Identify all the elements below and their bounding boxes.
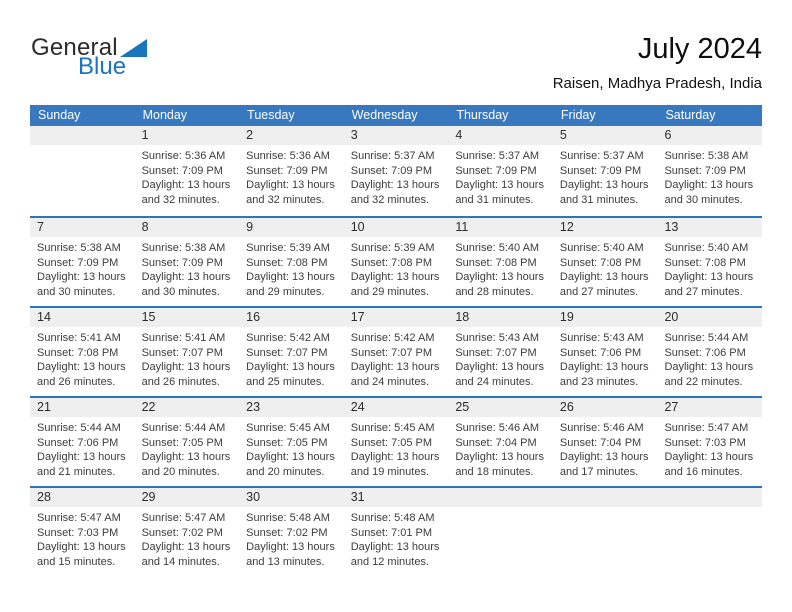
detail-line: Sunrise: 5:44 AM — [664, 332, 749, 344]
detail-line: Daylight: 13 hours — [664, 451, 754, 463]
detail-line: and 23 minutes. — [559, 375, 639, 388]
day-cell-23 — [239, 398, 344, 486]
detail-line: and 32 minutes. — [141, 193, 220, 206]
day-cell-7 — [30, 218, 135, 306]
day-cell-18 — [448, 308, 553, 396]
day-number: 22 — [135, 398, 240, 417]
day-cell-20 — [657, 308, 762, 396]
day-details — [657, 327, 762, 389]
day-cell-12 — [553, 218, 658, 306]
detail-line: Sunrise: 5:39 AM — [246, 242, 330, 254]
day-details — [239, 507, 344, 569]
detail-line: Sunrise: 5:41 AM — [141, 332, 226, 344]
day-number: 2 — [239, 126, 344, 145]
day-details — [344, 237, 449, 299]
detail-line: Sunrise: 5:47 AM — [37, 512, 121, 524]
detail-line: and 22 minutes. — [664, 375, 743, 388]
week-row-3 — [30, 306, 762, 396]
day-cell-19 — [553, 308, 658, 396]
day-number: 4 — [448, 126, 553, 145]
detail-line: Sunrise: 5:42 AM — [350, 332, 435, 344]
detail-line: Sunrise: 5:40 AM — [664, 242, 749, 254]
day-cell-26 — [553, 398, 658, 486]
detail-line: Sunset: 7:09 PM — [559, 164, 642, 177]
detail-line: Daylight: 13 hours — [141, 361, 231, 373]
detail-line: Daylight: 13 hours — [141, 451, 231, 463]
detail-line: and 12 minutes. — [350, 555, 430, 568]
day-details — [657, 507, 762, 511]
detail-line: Sunset: 7:08 PM — [37, 346, 119, 359]
detail-line: and 17 minutes. — [559, 465, 639, 478]
detail-line: and 21 minutes. — [37, 465, 116, 478]
detail-line: Sunrise: 5:36 AM — [246, 150, 330, 162]
detail-line: Daylight: 13 hours — [455, 271, 544, 283]
detail-line: and 30 minutes. — [664, 193, 743, 206]
detail-line: Daylight: 13 hours — [350, 271, 440, 283]
detail-line: Sunset: 7:06 PM — [664, 346, 746, 359]
day-header-friday: Friday — [560, 108, 596, 122]
day-cell-empty — [448, 488, 553, 576]
day-cell-empty — [553, 488, 658, 576]
location-subtitle: Raisen, Madhya Pradesh, India — [552, 75, 762, 92]
day-details — [344, 145, 449, 207]
detail-line: Sunrise: 5:43 AM — [455, 332, 540, 344]
day-cell-24 — [344, 398, 449, 486]
day-header-sunday: Sunday — [38, 108, 81, 122]
detail-line: and 26 minutes. — [141, 375, 220, 388]
detail-line: and 24 minutes. — [455, 375, 534, 388]
detail-line: Daylight: 13 hours — [559, 361, 649, 373]
detail-line: Sunset: 7:08 PM — [350, 256, 433, 269]
day-details — [135, 417, 240, 479]
day-details — [30, 237, 135, 299]
detail-line: and 15 minutes. — [37, 555, 116, 568]
day-number: 1 — [135, 126, 240, 145]
day-number: 31 — [344, 488, 449, 507]
detail-line: Sunrise: 5:40 AM — [559, 242, 644, 254]
day-band-empty — [553, 488, 658, 507]
detail-line: Sunset: 7:07 PM — [455, 346, 537, 359]
detail-line: Sunrise: 5:44 AM — [141, 422, 226, 434]
day-details — [30, 417, 135, 479]
detail-line: Sunset: 7:09 PM — [141, 164, 223, 177]
detail-line: Sunset: 7:06 PM — [559, 346, 642, 359]
day-details — [135, 145, 240, 207]
detail-line: Sunrise: 5:37 AM — [455, 150, 540, 162]
detail-line: Sunset: 7:05 PM — [350, 436, 433, 449]
day-cell-14 — [30, 308, 135, 396]
day-details — [239, 417, 344, 479]
day-header-tuesday: Tuesday — [247, 108, 295, 122]
detail-line: and 30 minutes. — [141, 285, 220, 298]
day-details — [239, 327, 344, 389]
day-header-row — [30, 105, 762, 126]
detail-line: Daylight: 13 hours — [37, 271, 126, 283]
day-number: 20 — [657, 308, 762, 327]
detail-line: Sunrise: 5:36 AM — [141, 150, 226, 162]
detail-line: Sunrise: 5:42 AM — [246, 332, 330, 344]
detail-line: Sunset: 7:07 PM — [350, 346, 433, 359]
day-cell-22 — [135, 398, 240, 486]
day-number: 10 — [344, 218, 449, 237]
day-details — [553, 327, 658, 389]
detail-line: Sunset: 7:08 PM — [559, 256, 642, 269]
day-number: 6 — [657, 126, 762, 145]
day-number: 30 — [239, 488, 344, 507]
day-number: 14 — [30, 308, 135, 327]
day-number: 12 — [553, 218, 658, 237]
day-number: 27 — [657, 398, 762, 417]
detail-line: Sunset: 7:08 PM — [664, 256, 746, 269]
day-header-saturday: Saturday — [665, 108, 716, 122]
detail-line: Sunrise: 5:38 AM — [141, 242, 226, 254]
day-cell-16 — [239, 308, 344, 396]
day-number: 8 — [135, 218, 240, 237]
general-blue-logo — [31, 36, 171, 78]
day-cell-10 — [344, 218, 449, 306]
day-details — [30, 145, 135, 149]
detail-line: Sunrise: 5:37 AM — [350, 150, 435, 162]
day-details — [553, 145, 658, 207]
detail-line: and 25 minutes. — [246, 375, 325, 388]
detail-line: and 26 minutes. — [37, 375, 116, 388]
day-number: 7 — [30, 218, 135, 237]
detail-line: Daylight: 13 hours — [455, 361, 544, 373]
detail-line: Sunrise: 5:37 AM — [559, 150, 644, 162]
day-cell-15 — [135, 308, 240, 396]
day-details — [344, 417, 449, 479]
detail-line: Sunset: 7:04 PM — [559, 436, 642, 449]
detail-line: Daylight: 13 hours — [559, 179, 649, 191]
day-details — [657, 145, 762, 207]
detail-line: Sunrise: 5:43 AM — [559, 332, 644, 344]
day-details — [135, 327, 240, 389]
detail-line: and 29 minutes. — [246, 285, 325, 298]
detail-line: Daylight: 13 hours — [664, 179, 754, 191]
day-details — [657, 237, 762, 299]
detail-line: Daylight: 13 hours — [37, 541, 126, 553]
detail-line: Daylight: 13 hours — [559, 271, 649, 283]
detail-line: Sunrise: 5:46 AM — [455, 422, 540, 434]
day-details — [239, 237, 344, 299]
day-cell-empty — [657, 488, 762, 576]
detail-line: Daylight: 13 hours — [350, 179, 440, 191]
detail-line: Sunset: 7:08 PM — [246, 256, 328, 269]
day-header-monday: Monday — [142, 108, 188, 122]
day-details — [344, 507, 449, 569]
day-number: 26 — [553, 398, 658, 417]
detail-line: Sunrise: 5:41 AM — [37, 332, 121, 344]
day-number: 16 — [239, 308, 344, 327]
detail-line: and 24 minutes. — [350, 375, 430, 388]
detail-line: Sunset: 7:09 PM — [37, 256, 119, 269]
detail-line: Daylight: 13 hours — [37, 451, 126, 463]
page-title: July 2024 — [637, 33, 762, 65]
detail-line: Daylight: 13 hours — [141, 271, 231, 283]
detail-line: and 20 minutes. — [141, 465, 220, 478]
detail-line: Sunset: 7:02 PM — [141, 526, 223, 539]
day-number: 3 — [344, 126, 449, 145]
day-details — [448, 145, 553, 207]
day-cell-31 — [344, 488, 449, 576]
day-number: 29 — [135, 488, 240, 507]
day-number: 19 — [553, 308, 658, 327]
detail-line: Sunset: 7:05 PM — [141, 436, 223, 449]
detail-line: Sunset: 7:06 PM — [37, 436, 119, 449]
day-cell-21 — [30, 398, 135, 486]
week-row-2 — [30, 216, 762, 306]
detail-line: Sunrise: 5:48 AM — [246, 512, 330, 524]
week-row-4 — [30, 396, 762, 486]
day-band-empty — [657, 488, 762, 507]
day-details — [448, 507, 553, 511]
day-band-empty — [30, 126, 135, 145]
logo-text-blue: Blue — [78, 53, 127, 80]
detail-line: and 18 minutes. — [455, 465, 534, 478]
day-details — [553, 417, 658, 479]
detail-line: and 14 minutes. — [141, 555, 220, 568]
detail-line: Sunset: 7:03 PM — [664, 436, 746, 449]
detail-line: Sunrise: 5:40 AM — [455, 242, 540, 254]
detail-line: Daylight: 13 hours — [246, 451, 335, 463]
detail-line: Daylight: 13 hours — [455, 179, 544, 191]
detail-line: Daylight: 13 hours — [559, 451, 649, 463]
day-details — [448, 237, 553, 299]
day-details — [553, 237, 658, 299]
detail-line: Daylight: 13 hours — [664, 361, 754, 373]
day-number: 28 — [30, 488, 135, 507]
detail-line: Sunrise: 5:47 AM — [141, 512, 226, 524]
day-header-thursday: Thursday — [456, 108, 509, 122]
detail-line: and 29 minutes. — [350, 285, 430, 298]
detail-line: Sunset: 7:09 PM — [664, 164, 746, 177]
day-details — [135, 237, 240, 299]
calendar — [30, 105, 762, 576]
detail-line: Daylight: 13 hours — [246, 179, 335, 191]
day-cell-17 — [344, 308, 449, 396]
day-details — [239, 145, 344, 207]
day-number: 17 — [344, 308, 449, 327]
week-row-5 — [30, 486, 762, 576]
day-details — [30, 507, 135, 569]
day-number: 13 — [657, 218, 762, 237]
day-cell-3 — [344, 126, 449, 216]
detail-line: Sunset: 7:07 PM — [141, 346, 223, 359]
title-block — [553, 32, 762, 92]
detail-line: Sunrise: 5:39 AM — [350, 242, 435, 254]
detail-line: Sunrise: 5:38 AM — [664, 150, 749, 162]
detail-line: Sunset: 7:02 PM — [246, 526, 328, 539]
detail-line: and 28 minutes. — [455, 285, 534, 298]
detail-line: Daylight: 13 hours — [350, 451, 440, 463]
detail-line: Daylight: 13 hours — [246, 541, 335, 553]
detail-line: Sunset: 7:04 PM — [455, 436, 537, 449]
detail-line: Daylight: 13 hours — [350, 541, 440, 553]
day-cell-28 — [30, 488, 135, 576]
detail-line: Sunrise: 5:47 AM — [664, 422, 749, 434]
detail-line: Daylight: 13 hours — [37, 361, 126, 373]
detail-line: Sunset: 7:07 PM — [246, 346, 328, 359]
detail-line: Sunrise: 5:46 AM — [559, 422, 644, 434]
day-number: 21 — [30, 398, 135, 417]
detail-line: Daylight: 13 hours — [246, 271, 335, 283]
day-number: 25 — [448, 398, 553, 417]
detail-line: Sunrise: 5:44 AM — [37, 422, 121, 434]
detail-line: Sunset: 7:09 PM — [350, 164, 433, 177]
day-number: 11 — [448, 218, 553, 237]
detail-line: Daylight: 13 hours — [350, 361, 440, 373]
detail-line: and 16 minutes. — [664, 465, 743, 478]
day-number: 15 — [135, 308, 240, 327]
detail-line: Sunset: 7:03 PM — [37, 526, 119, 539]
day-cell-6 — [657, 126, 762, 216]
detail-line: Sunset: 7:05 PM — [246, 436, 328, 449]
day-band-empty — [448, 488, 553, 507]
day-cell-25 — [448, 398, 553, 486]
detail-line: and 20 minutes. — [246, 465, 325, 478]
day-number: 5 — [553, 126, 658, 145]
logo-text-general: General — [31, 34, 118, 61]
day-cell-5 — [553, 126, 658, 216]
detail-line: Sunset: 7:09 PM — [246, 164, 328, 177]
day-cell-29 — [135, 488, 240, 576]
day-details — [448, 327, 553, 389]
detail-line: Sunset: 7:09 PM — [141, 256, 223, 269]
day-header-wednesday: Wednesday — [351, 108, 418, 122]
detail-line: Sunrise: 5:45 AM — [350, 422, 435, 434]
day-cell-8 — [135, 218, 240, 306]
detail-line: Sunrise: 5:48 AM — [350, 512, 435, 524]
calendar-grid — [30, 126, 762, 576]
day-cell-27 — [657, 398, 762, 486]
day-cell-4 — [448, 126, 553, 216]
day-details — [344, 327, 449, 389]
detail-line: and 31 minutes. — [559, 193, 639, 206]
detail-line: Sunrise: 5:38 AM — [37, 242, 121, 254]
detail-line: Sunrise: 5:45 AM — [246, 422, 330, 434]
detail-line: Daylight: 13 hours — [141, 541, 231, 553]
week-row-1 — [30, 126, 762, 216]
detail-line: Daylight: 13 hours — [141, 179, 231, 191]
day-details — [553, 507, 658, 511]
detail-line: Daylight: 13 hours — [455, 451, 544, 463]
day-details — [135, 507, 240, 569]
day-number: 23 — [239, 398, 344, 417]
detail-line: Sunset: 7:08 PM — [455, 256, 537, 269]
detail-line: Sunset: 7:01 PM — [350, 526, 433, 539]
day-number: 9 — [239, 218, 344, 237]
detail-line: and 32 minutes. — [350, 193, 430, 206]
detail-line: and 30 minutes. — [37, 285, 116, 298]
detail-line: and 13 minutes. — [246, 555, 325, 568]
detail-line: and 27 minutes. — [664, 285, 743, 298]
detail-line: Daylight: 13 hours — [664, 271, 754, 283]
day-cell-empty — [30, 126, 135, 216]
day-cell-11 — [448, 218, 553, 306]
day-cell-30 — [239, 488, 344, 576]
detail-line: Daylight: 13 hours — [246, 361, 335, 373]
day-cell-13 — [657, 218, 762, 306]
day-details — [30, 327, 135, 389]
day-cell-9 — [239, 218, 344, 306]
detail-line: and 32 minutes. — [246, 193, 325, 206]
day-details — [448, 417, 553, 479]
detail-line: Sunset: 7:09 PM — [455, 164, 537, 177]
detail-line: and 27 minutes. — [559, 285, 639, 298]
day-cell-2 — [239, 126, 344, 216]
day-number: 24 — [344, 398, 449, 417]
detail-line: and 19 minutes. — [350, 465, 430, 478]
day-cell-1 — [135, 126, 240, 216]
day-number: 18 — [448, 308, 553, 327]
day-details — [657, 417, 762, 479]
detail-line: and 31 minutes. — [455, 193, 534, 206]
